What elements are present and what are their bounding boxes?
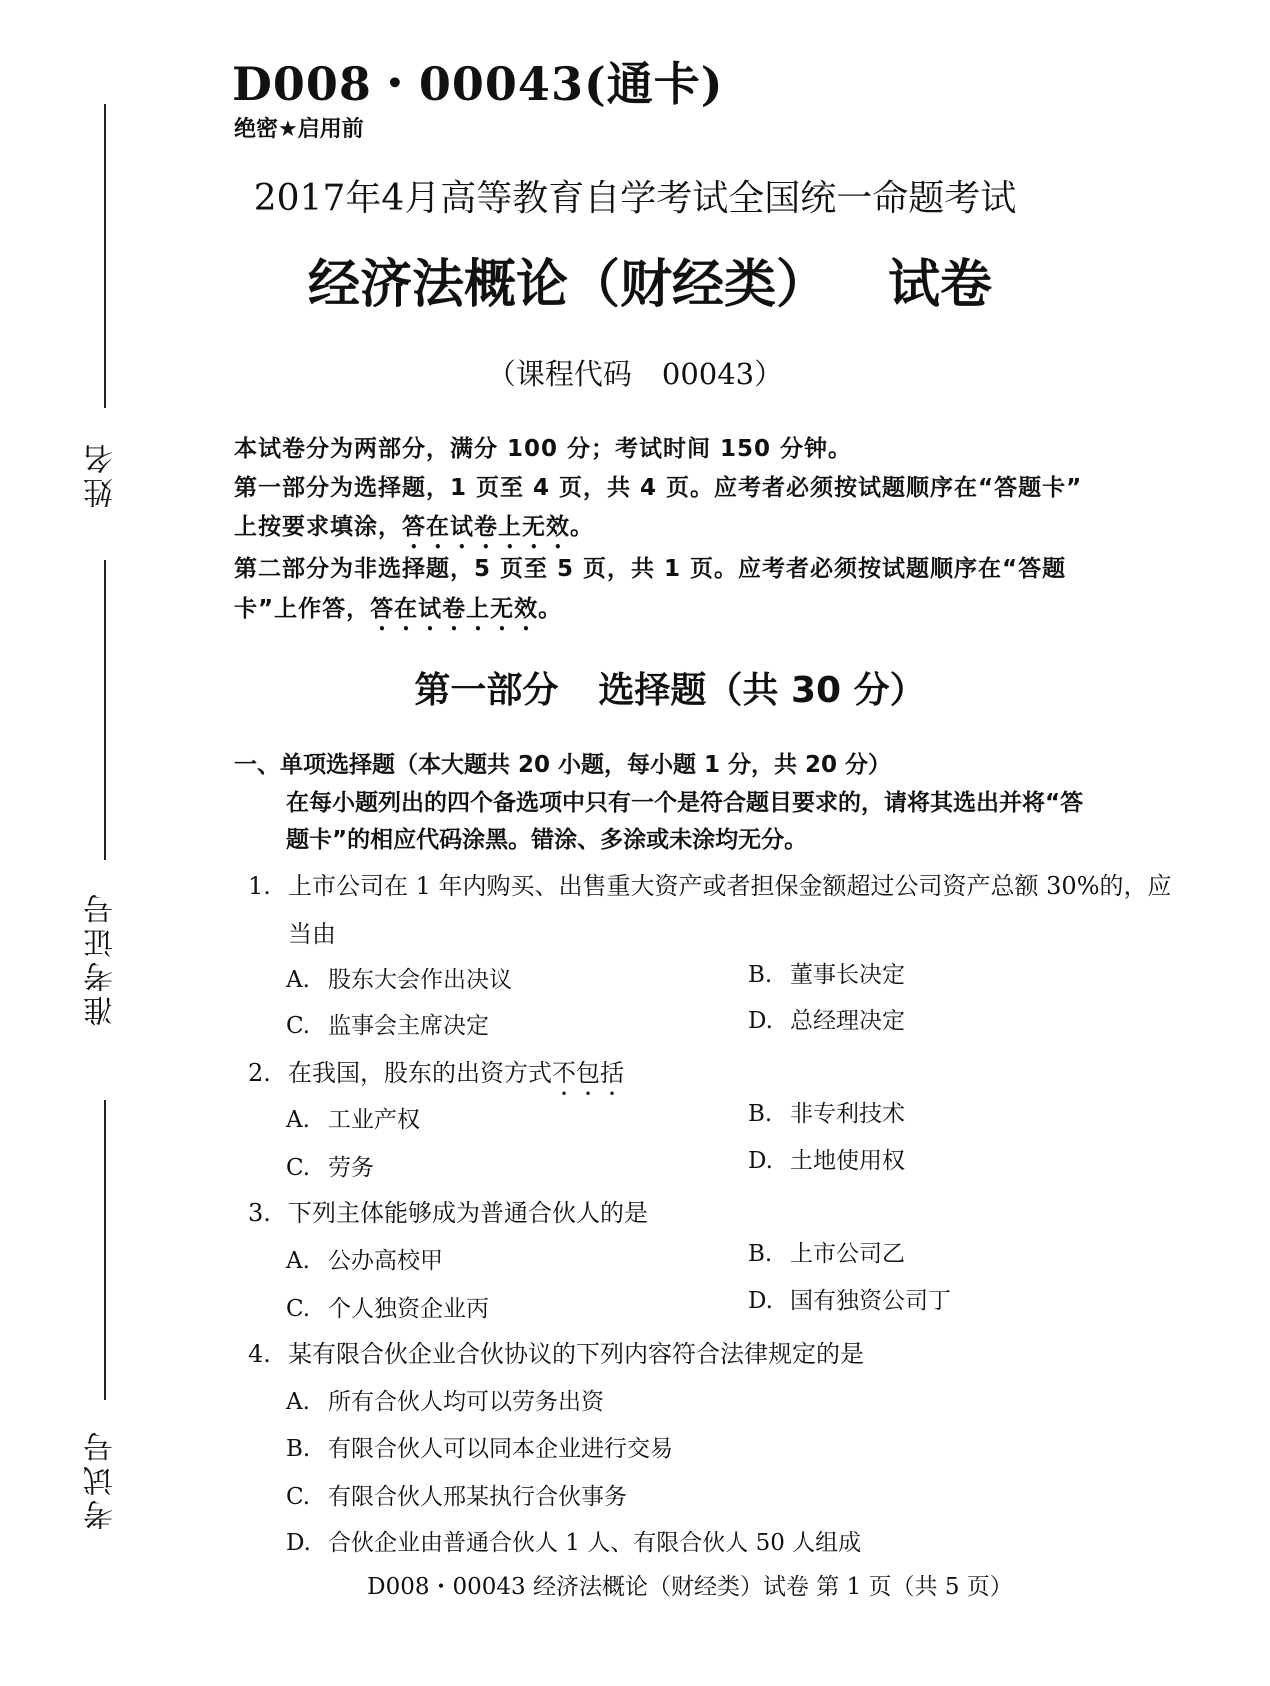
option-text: 有限合伙人邢某执行合伙事务 xyxy=(328,1484,627,1510)
question-number: 2. xyxy=(248,1059,271,1087)
part-one-desc-2: 题卡”的相应代码涂黑。错涂、多涂或未涂均无分。 xyxy=(286,827,808,853)
instruction-line-5 xyxy=(234,590,562,636)
question-2-option-c xyxy=(286,1149,374,1182)
question-text: 某有限合伙企业合伙协议的下列内容符合法律规定的是 xyxy=(288,1340,864,1368)
instruction-text: 上按要求填涂， xyxy=(234,514,402,540)
option-text: 监事会主席决定 xyxy=(328,1013,489,1039)
option-letter: C. xyxy=(286,1484,311,1510)
emphasis-text: 不包括 xyxy=(552,1059,624,1087)
margin-line-admission xyxy=(104,1100,106,1400)
name-label: 姓名 xyxy=(84,440,119,508)
question-2-stem xyxy=(248,1053,624,1101)
question-4-option-d xyxy=(286,1524,861,1557)
question-3-option-d xyxy=(748,1282,951,1315)
instruction-text: 。 xyxy=(538,596,563,622)
question-3-stem xyxy=(248,1193,648,1228)
option-text: 土地使用权 xyxy=(790,1148,905,1174)
section-heading xyxy=(0,662,1270,713)
question-text: 在我国，股东的出资方式 xyxy=(288,1059,552,1087)
page-title xyxy=(0,242,1270,317)
question-number: 4. xyxy=(248,1340,271,1368)
instruction-text: 。 xyxy=(570,514,594,540)
option-letter: C. xyxy=(286,1155,311,1181)
course-code xyxy=(0,352,1270,393)
question-1-stem-cont: 当由 xyxy=(288,920,336,948)
option-letter: B. xyxy=(748,1241,773,1267)
question-text: 上市公司在 1 年内购买、出售重大资产或者担保金额超过公司资产总额 30%的，应 xyxy=(288,872,1172,900)
paper-code: D008・00043(通卡) xyxy=(232,57,724,111)
question-3-option-a xyxy=(286,1242,443,1275)
question-number: 1. xyxy=(248,872,271,900)
option-letter: D. xyxy=(748,1148,773,1174)
question-1-option-c xyxy=(286,1007,489,1040)
option-letter: A. xyxy=(286,967,310,993)
option-letter: A. xyxy=(286,1389,310,1415)
part-one-heading: 一、单项选择题（本大题共 20 小题，每小题 1 分，共 20 分） xyxy=(234,752,892,778)
option-text: 合伙企业由普通合伙人 1 人、有限合伙人 50 人组成 xyxy=(328,1530,862,1556)
admission-number-label: 准考证号 xyxy=(84,890,119,1026)
option-text: 总经理决定 xyxy=(790,1008,905,1034)
instruction-line-4: 第二部分为非选择题，5 页至 5 页，共 1 页。应考者必须按试题顺序在“答题 xyxy=(234,556,1067,582)
option-letter: B. xyxy=(748,962,773,988)
option-text: 上市公司乙 xyxy=(790,1241,905,1267)
option-letter: B. xyxy=(286,1436,311,1462)
course-code-label: （课程代码 xyxy=(486,357,632,391)
question-3-option-c xyxy=(286,1290,489,1323)
emphasis-text: 答在试卷上无效 xyxy=(370,596,539,622)
option-text: 个人独资企业丙 xyxy=(328,1296,489,1322)
option-text: 公办高校甲 xyxy=(328,1248,443,1274)
instruction-line-1: 本试卷分为两部分，满分 100 分；考试时间 150 分钟。 xyxy=(234,436,853,462)
question-2-option-b xyxy=(748,1095,905,1128)
option-letter: B. xyxy=(748,1101,773,1127)
section-title: 选择题（共 30 分） xyxy=(598,670,926,711)
paper-word: 试卷 xyxy=(888,255,993,315)
course-code-value: 00043） xyxy=(661,357,784,391)
question-3-option-b xyxy=(748,1235,905,1268)
question-1-option-d xyxy=(748,1002,905,1035)
page-footer: D008・00043 经济法概论（财经类）试卷 第 1 页（共 5 页） xyxy=(367,1574,1013,1600)
emphasis-text: 答在试卷上无效 xyxy=(402,514,570,540)
option-text: 国有独资公司丁 xyxy=(790,1288,951,1314)
exam-name: 2017年4月高等教育自学考试全国统一命题考试 xyxy=(253,178,1017,219)
option-letter: A. xyxy=(286,1248,310,1274)
question-4-option-c xyxy=(286,1478,627,1511)
instruction-line-3 xyxy=(234,508,594,554)
option-letter: D. xyxy=(286,1530,311,1556)
question-2-option-d xyxy=(748,1142,905,1175)
question-number: 3. xyxy=(248,1199,271,1227)
question-4-option-a xyxy=(286,1383,604,1416)
option-text: 有限合伙人可以同本企业进行交易 xyxy=(328,1436,673,1462)
seat-number-label: 考试号 xyxy=(84,1428,119,1530)
secrecy-mark: 绝密★启用前 xyxy=(234,117,364,142)
question-4-option-b xyxy=(286,1430,673,1463)
question-1-option-a xyxy=(286,961,512,994)
option-letter: A. xyxy=(286,1107,310,1133)
option-text: 劳务 xyxy=(328,1155,374,1181)
option-text: 所有合伙人均可以劳务出资 xyxy=(328,1389,604,1415)
question-1-option-b xyxy=(748,956,905,989)
option-letter: D. xyxy=(748,1288,773,1314)
part-one-desc-1: 在每小题列出的四个备选项中只有一个是符合题目要求的，请将其选出并将“答 xyxy=(286,790,1084,816)
instruction-line-2: 第一部分为选择题，1 页至 4 页，共 4 页。应考者必须按试题顺序在“答题卡” xyxy=(234,475,1083,501)
instruction-text: 卡”上作答， xyxy=(234,596,371,622)
section-part: 第一部分 xyxy=(414,670,559,711)
option-text: 工业产权 xyxy=(328,1107,420,1133)
option-text: 董事长决定 xyxy=(790,962,905,988)
question-text: 下列主体能够成为普通合伙人的是 xyxy=(288,1199,648,1227)
question-2-option-a xyxy=(286,1101,420,1134)
option-text: 股东大会作出决议 xyxy=(328,967,512,993)
question-4-stem xyxy=(248,1334,864,1369)
option-letter: C. xyxy=(286,1013,311,1039)
question-1-stem xyxy=(248,866,1172,901)
option-letter: D. xyxy=(748,1008,773,1034)
option-text: 非专利技术 xyxy=(790,1101,905,1127)
option-letter: C. xyxy=(286,1296,311,1322)
course-title: 经济法概论（财经类） xyxy=(307,255,828,315)
